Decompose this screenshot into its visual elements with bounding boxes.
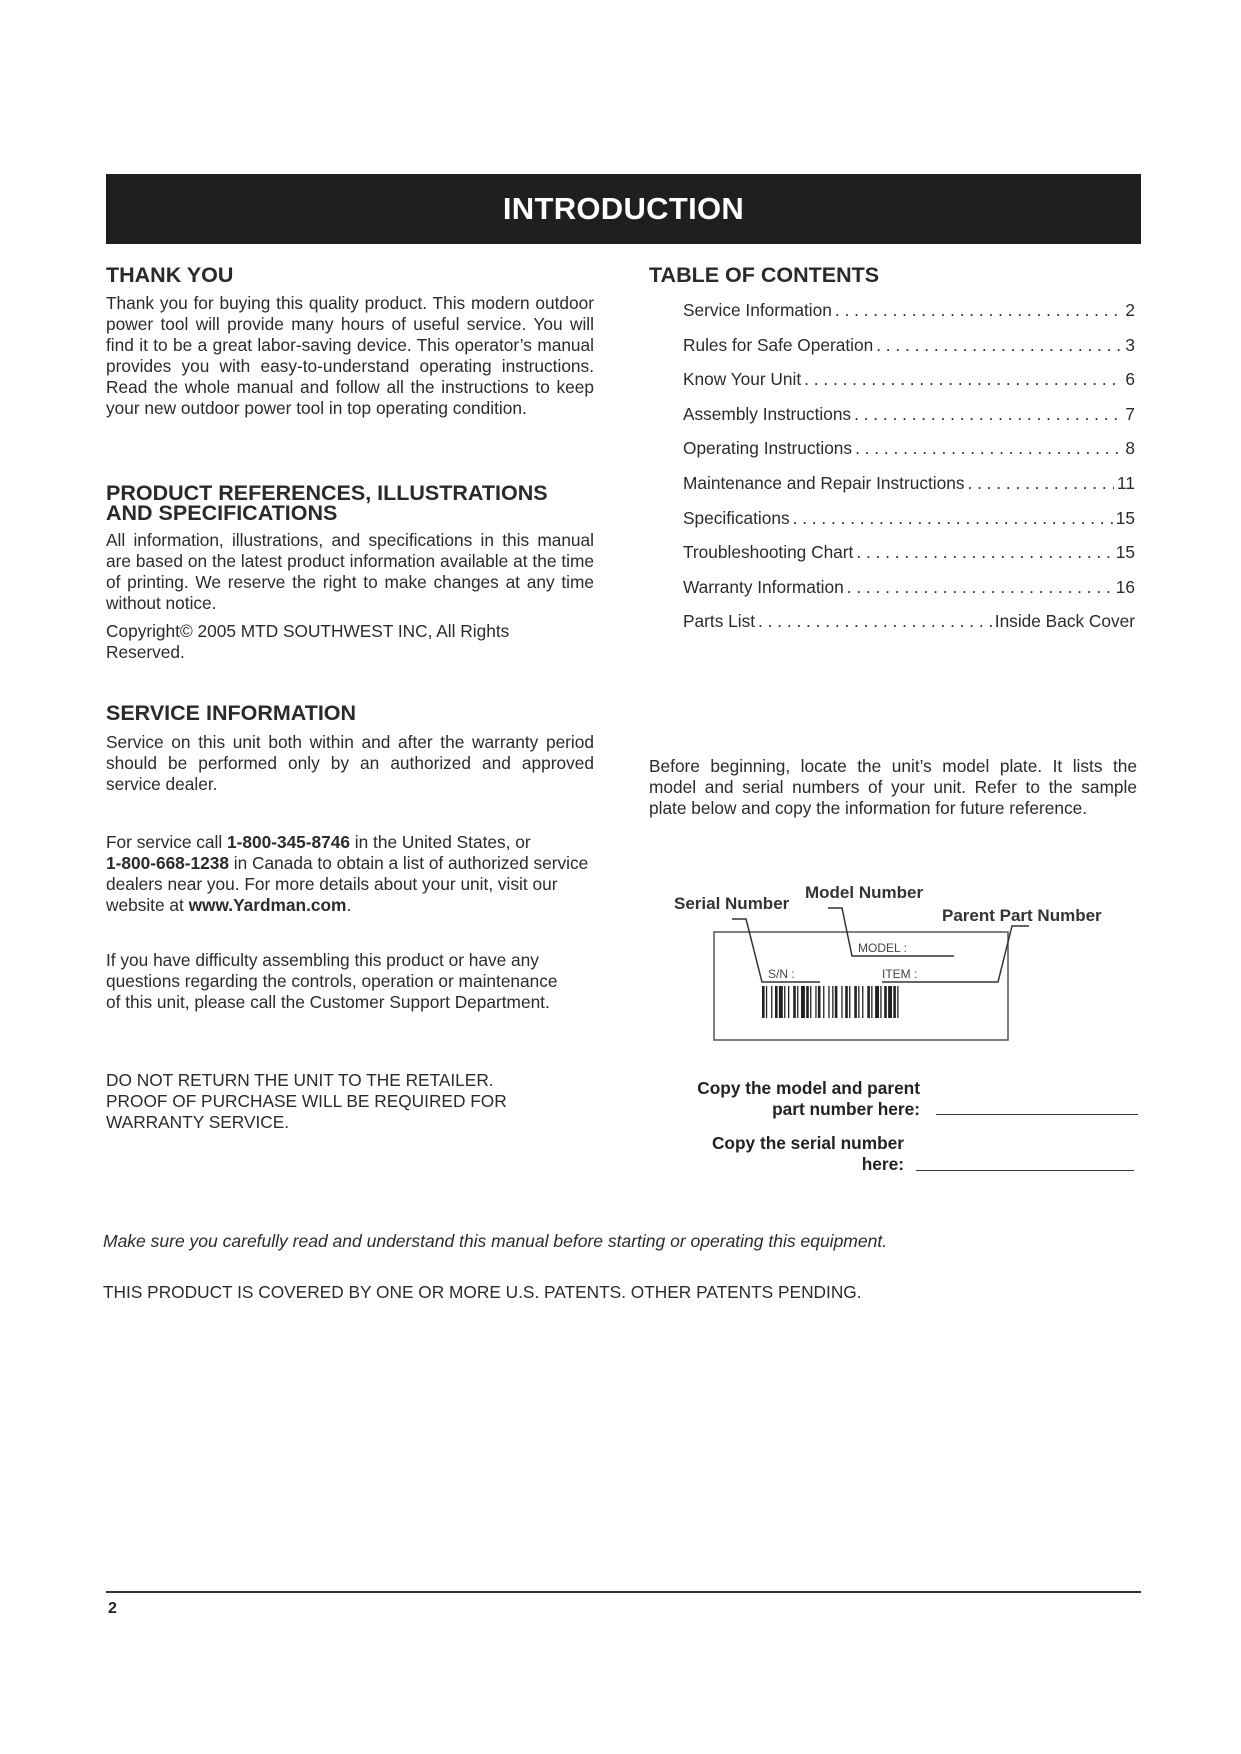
copyright-text: Copyright© 2005 MTD SOUTHWEST INC, All Rights Reserved. bbox=[106, 621, 510, 662]
toc-heading: TABLE OF CONTENTS bbox=[649, 263, 880, 287]
barcode-bar bbox=[888, 986, 892, 1018]
product-refs-heading-line2: AND SPECIFICATIONS bbox=[106, 501, 338, 525]
product-refs-heading-line1: PRODUCT REFERENCES, ILLUSTRATIONS bbox=[106, 481, 548, 505]
product-refs-body: All information, illustrations, and specifications in this manual are based on the latest product information available at the time of printing. We reserve the right to make changes at any time without notice. bbox=[106, 530, 594, 613]
toc-label: Warranty Information bbox=[683, 576, 844, 597]
toc-label: Assembly Instructions bbox=[683, 403, 852, 424]
item-field-label: ITEM : bbox=[882, 967, 918, 981]
toc-page: 6 bbox=[1125, 369, 1135, 390]
barcode-bar bbox=[858, 986, 859, 1018]
model-plate-svg bbox=[660, 876, 1110, 1046]
toc-label: Troubleshooting Chart bbox=[683, 542, 854, 563]
barcode-bar bbox=[862, 986, 863, 1018]
barcode-bar bbox=[810, 986, 811, 1018]
toc-page: 11 bbox=[1117, 472, 1135, 493]
copy-model-line1: Copy the model and parent bbox=[697, 1078, 920, 1098]
barcode-bar bbox=[784, 986, 785, 1018]
toc-page: 2 bbox=[1125, 300, 1135, 320]
toc-leader bbox=[835, 300, 1123, 321]
website-link[interactable]: www.Yardman.com bbox=[188, 895, 347, 915]
toc-leader bbox=[758, 611, 992, 632]
model-plate-intro: Before beginning, locate the unit’s model plate. It lists the model and serial numbers of your unit. Refer to the sample plate below and copy the information for future reference. bbox=[649, 756, 1137, 818]
thank-you-body: Thank you for buying this quality product. This modern outdoor power tool will provide many hours of useful service. You will find it to be a great labor-saving device. This operator’s manual provides you with easy-to-understand operating instructions. Read the whole manual and follow all the instructions to keep your new outdoor power tool in top operating condition. bbox=[106, 293, 594, 418]
barcode-bar bbox=[854, 986, 857, 1018]
toc-item-maintenance-and-repair[interactable] bbox=[683, 473, 1135, 508]
toc-item-parts-list[interactable] bbox=[683, 611, 1135, 646]
barcode-bar bbox=[815, 986, 816, 1018]
toc-item-service-information[interactable] bbox=[683, 300, 1135, 335]
service-canada-text: in Canada to obtain a list of authorized service dealers near you. For more details about your unit, visit our website at bbox=[106, 853, 589, 915]
toc-item-warranty-information[interactable] bbox=[683, 577, 1135, 612]
return-warning bbox=[106, 1070, 576, 1133]
toc-item-assembly-instructions[interactable] bbox=[683, 404, 1135, 439]
warning-line-2: PROOF OF PURCHASE WILL BE REQUIRED FOR bbox=[106, 1091, 507, 1111]
barcode-bar bbox=[828, 986, 829, 1018]
toc-leader bbox=[847, 577, 1113, 598]
barcode-bar bbox=[841, 986, 842, 1018]
toc-item-troubleshooting-chart[interactable] bbox=[683, 542, 1135, 577]
barcode-bar bbox=[766, 986, 767, 1018]
phone-canada: 1-800-668-1238 bbox=[106, 853, 229, 873]
model-field-label: MODEL : bbox=[858, 941, 907, 955]
copy-model-label bbox=[620, 1078, 920, 1120]
toc-leader bbox=[967, 473, 1114, 494]
parent-part-number-label: Parent Part Number bbox=[942, 906, 1102, 925]
barcode-bar bbox=[867, 986, 870, 1018]
phone-us: 1-800-345-8746 bbox=[227, 832, 350, 852]
service-info-heading: SERVICE INFORMATION bbox=[106, 701, 357, 725]
barcode-bar bbox=[771, 986, 772, 1018]
barcode-bar bbox=[845, 986, 848, 1018]
footer-rule bbox=[106, 1591, 1141, 1593]
service-info-para2 bbox=[106, 832, 596, 916]
copy-serial-label bbox=[600, 1133, 904, 1175]
toc-item-know-your-unit[interactable] bbox=[683, 369, 1135, 404]
thank-you-heading: THANK YOU bbox=[106, 263, 234, 287]
barcode-bar bbox=[806, 986, 809, 1018]
barcode-bar bbox=[823, 986, 824, 1018]
toc-page: 16 bbox=[1115, 576, 1135, 597]
toc-leader bbox=[856, 542, 1112, 563]
barcode-bar bbox=[762, 986, 765, 1018]
serial-write-line[interactable] bbox=[916, 1170, 1134, 1171]
toc-label: Parts List bbox=[683, 611, 756, 632]
patent-notice: THIS PRODUCT IS COVERED BY ONE OR MORE U.S. PATENTS. OTHER PATENTS PENDING. bbox=[103, 1282, 862, 1302]
service-us-text: in the United States, or bbox=[350, 832, 531, 852]
period-text: . bbox=[346, 895, 352, 915]
barcode-bar bbox=[871, 986, 872, 1018]
model-plate-diagram bbox=[660, 876, 1110, 1046]
toc-page: Inside Back Cover bbox=[994, 611, 1135, 632]
toc-label: Know Your Unit bbox=[683, 369, 802, 390]
toc-label: Service Information bbox=[683, 300, 832, 320]
toc-page: 8 bbox=[1125, 438, 1135, 459]
service-info-para1: Service on this unit both within and after the warranty period should be performed only by an authorized and approved service dealer. bbox=[106, 732, 594, 794]
toc-leader bbox=[855, 438, 1122, 459]
toc-page: 7 bbox=[1125, 403, 1135, 424]
toc-label: Rules for Safe Operation bbox=[683, 334, 874, 355]
barcode-bar bbox=[788, 986, 789, 1018]
toc-leader bbox=[854, 404, 1122, 425]
toc-leader bbox=[793, 508, 1113, 529]
barcode-bar bbox=[893, 986, 896, 1018]
toc-item-specifications[interactable] bbox=[683, 508, 1135, 543]
barcode-bar bbox=[875, 986, 879, 1018]
barcode-bar bbox=[835, 986, 838, 1018]
toc-page: 15 bbox=[1115, 542, 1135, 563]
section-banner bbox=[106, 174, 1141, 244]
toc-leader bbox=[876, 335, 1122, 356]
barcode-bar bbox=[880, 986, 881, 1018]
copy-serial-line1: Copy the serial number bbox=[711, 1133, 904, 1153]
toc-item-rules-for-safe-operation[interactable] bbox=[683, 335, 1135, 370]
model-write-line[interactable] bbox=[936, 1114, 1138, 1115]
barcode-bar bbox=[849, 986, 850, 1018]
toc-item-operating-instructions[interactable] bbox=[683, 438, 1135, 473]
model-number-label: Model Number bbox=[805, 883, 924, 902]
barcode-bar bbox=[884, 986, 887, 1018]
banner-title: INTRODUCTION bbox=[502, 191, 745, 226]
barcode-bar bbox=[797, 986, 798, 1018]
barcode-bar bbox=[801, 986, 805, 1018]
barcode-bar bbox=[793, 986, 796, 1018]
copy-model-line2: part number here: bbox=[772, 1099, 920, 1119]
warning-line-1: DO NOT RETURN THE UNIT TO THE RETAILER. bbox=[106, 1070, 494, 1090]
page-number: 2 bbox=[108, 1600, 117, 1617]
toc-label: Operating Instructions bbox=[683, 438, 853, 459]
barcode-bar bbox=[897, 986, 898, 1018]
read-manual-note: Make sure you carefully read and understand this manual before starting or operating this equipment. bbox=[103, 1231, 888, 1251]
warning-line-3: WARRANTY SERVICE. bbox=[106, 1112, 290, 1132]
copy-serial-line2: here: bbox=[861, 1154, 904, 1174]
barcode-bar bbox=[832, 986, 833, 1018]
toc-label: Specifications bbox=[683, 507, 790, 528]
sn-field-label: S/N : bbox=[768, 967, 795, 981]
toc-leader bbox=[804, 369, 1122, 390]
barcode-bar bbox=[775, 986, 778, 1018]
service-call-text: For service call bbox=[106, 832, 227, 852]
service-info-para3: If you have difficulty assembling this product or have any questions regarding the controls, operation or maintenance of this unit, please call the Customer Support Department. bbox=[106, 950, 558, 1012]
toc-page: 3 bbox=[1125, 334, 1135, 355]
barcode-bar bbox=[779, 986, 783, 1018]
toc-page: 15 bbox=[1115, 507, 1135, 528]
toc-list bbox=[683, 300, 1135, 646]
serial-number-label: Serial Number bbox=[674, 894, 790, 913]
barcode-bar bbox=[818, 986, 821, 1018]
toc-label: Maintenance and Repair Instructions bbox=[683, 472, 965, 493]
